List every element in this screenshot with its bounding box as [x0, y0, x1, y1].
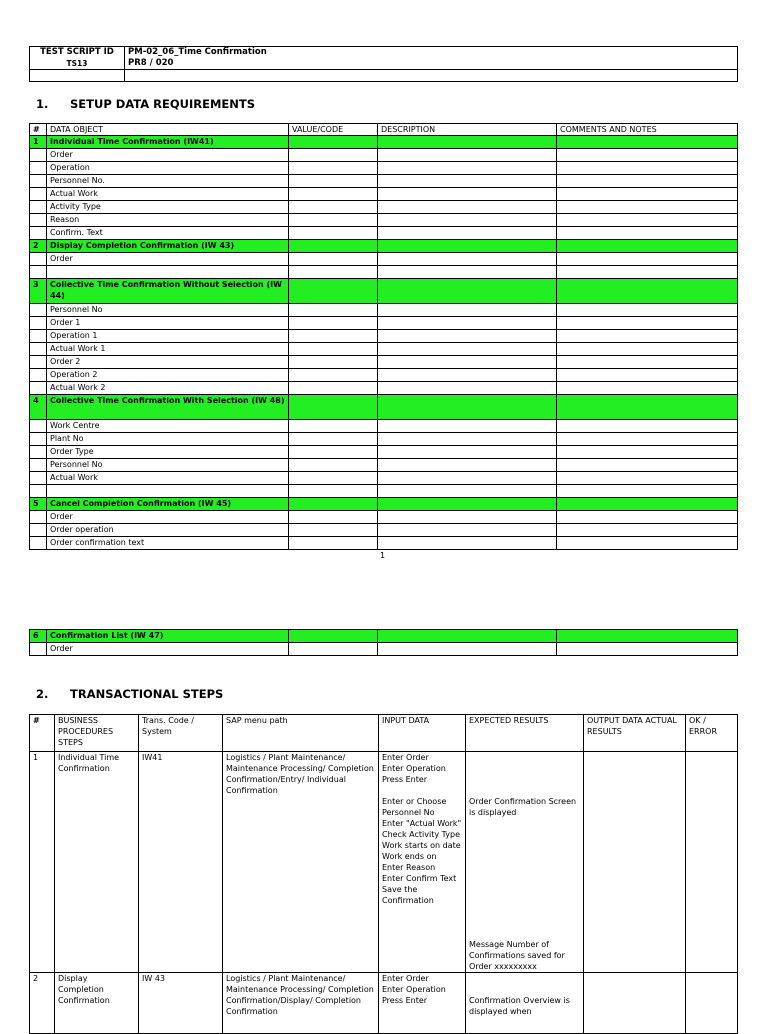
setup-row-empty-cell: [378, 356, 557, 369]
setup-row-number: [30, 485, 47, 498]
setup-row-empty-cell: [289, 524, 378, 537]
setup-row-number: [30, 433, 47, 446]
setup-row-empty-cell: [289, 395, 378, 420]
col-header-data-object: DATA OBJECT: [47, 124, 289, 136]
setup-row-label: Actual Work 1: [47, 343, 289, 356]
setup-row-empty-cell: [289, 317, 378, 330]
setup-group-row: [30, 279, 738, 304]
setup-row-empty-cell: [289, 459, 378, 472]
setup-item-row: [30, 433, 738, 446]
setup-item-row: [30, 343, 738, 356]
setup-row-empty-cell: [289, 511, 378, 524]
setup-table-header: [30, 124, 738, 136]
transactional-steps-table: [29, 714, 738, 1034]
setup-row-empty-cell: [378, 524, 557, 537]
setup-item-row: [30, 253, 738, 266]
setup-row-number: [30, 266, 47, 279]
setup-row-label: Order Type: [47, 446, 289, 459]
section-1-number: 1.: [36, 97, 49, 111]
setup-row-empty-cell: [289, 537, 378, 550]
setup-row-empty-cell: [557, 279, 738, 304]
setup-row-empty-cell: [378, 395, 557, 420]
setup-row-label: Actual Work: [47, 472, 289, 485]
setup-row-number: 3: [30, 279, 47, 304]
setup-row-empty-cell: [557, 498, 738, 511]
setup-row-empty-cell: [557, 188, 738, 201]
setup-row-number: [30, 382, 47, 395]
setup-row-empty-cell: [378, 227, 557, 240]
setup-row-number: [30, 149, 47, 162]
setup-row-empty-cell: [378, 214, 557, 227]
setup-row-empty-cell: [378, 330, 557, 343]
test-script-title: PM-02_06_Time Confirmation: [128, 47, 267, 57]
setup-row-number: [30, 227, 47, 240]
step-input-cell: Enter Order Enter Operation Press Enter Enter or Choose Personnel No Enter "Actual Work" Check Activity Type Work starts on date Work ends on Enter Reason Enter Confirm Text Save the Confirmation: [379, 752, 466, 973]
setup-item-row: [30, 188, 738, 201]
setup-item-row: [30, 330, 738, 343]
setup-row-label: Collective Time Confirmation Without Selection (IW 44): [47, 279, 289, 304]
setup-row-empty-cell: [289, 214, 378, 227]
setup-row-number: [30, 369, 47, 382]
setup-row-empty-cell: [557, 330, 738, 343]
setup-row-number: [30, 304, 47, 317]
setup-row-empty-cell: [557, 253, 738, 266]
setup-row-label: Operation 2: [47, 369, 289, 382]
setup-row-empty-cell: [557, 317, 738, 330]
setup-row-empty-cell: [378, 459, 557, 472]
setup-row-number: [30, 459, 47, 472]
setup-row-empty-cell: [289, 240, 378, 253]
test-script-subtitle: PR8 / 020: [128, 58, 174, 68]
setup-row-empty-cell: [378, 485, 557, 498]
setup-row-number: [30, 162, 47, 175]
setup-row-number: 5: [30, 498, 47, 511]
setup-item-row: [30, 214, 738, 227]
setup-row-label: Personnel No.: [47, 175, 289, 188]
setup-item-row: [30, 485, 738, 498]
setup-row-empty-cell: [289, 253, 378, 266]
setup-item-row: [30, 304, 738, 317]
setup-row-empty-cell: [289, 446, 378, 459]
setup-row-empty-cell: [378, 266, 557, 279]
setup-row-empty-cell: [378, 136, 557, 149]
setup-row-empty-cell: [378, 149, 557, 162]
setup-row-empty-cell: [289, 420, 378, 433]
setup-row-number: [30, 317, 47, 330]
setup-row-number: [30, 330, 47, 343]
setup-row-empty-cell: [289, 175, 378, 188]
section-1-heading: [36, 97, 255, 111]
setup-item-row: [30, 420, 738, 433]
setup-row-label: Order confirmation text: [47, 537, 289, 550]
setup-row-empty-cell: [289, 630, 378, 643]
setup-row-number: [30, 214, 47, 227]
setup-row-empty-cell: [289, 279, 378, 304]
setup-item-row: [30, 524, 738, 537]
setup-row-empty-cell: [557, 459, 738, 472]
header-title-cell: [125, 47, 738, 70]
setup-row-label: Order 1: [47, 317, 289, 330]
setup-row-empty-cell: [557, 630, 738, 643]
setup-row-number: [30, 253, 47, 266]
setup-row-empty-cell: [378, 472, 557, 485]
setup-row-label: Reason: [47, 214, 289, 227]
setup-row-empty-cell: [378, 317, 557, 330]
setup-row-empty-cell: [557, 369, 738, 382]
section-2-title: TRANSACTIONAL STEPS: [70, 687, 224, 701]
setup-row-empty-cell: [557, 537, 738, 550]
setup-row-label: Personnel No: [47, 459, 289, 472]
setup-row-empty-cell: [289, 433, 378, 446]
setup-row-empty-cell: [557, 162, 738, 175]
setup-row-empty-cell: [378, 382, 557, 395]
setup-item-row: [30, 511, 738, 524]
setup-row-empty-cell: [557, 201, 738, 214]
step-code-cell: IW41: [139, 752, 223, 973]
setup-row-empty-cell: [557, 395, 738, 420]
steps-col-expected-results: EXPECTED RESULTS: [466, 715, 584, 752]
setup-row-empty-cell: [289, 201, 378, 214]
setup-item-row: [30, 201, 738, 214]
section-2-number: 2.: [36, 687, 49, 701]
setup-row-empty-cell: [289, 149, 378, 162]
test-script-id-label: TEST SCRIPT ID: [40, 47, 114, 57]
step-expected-cell: Confirmation Overview is displayed when: [466, 973, 584, 1034]
setup-row-empty-cell: [557, 420, 738, 433]
steps-col-num: #: [30, 715, 55, 752]
setup-row-number: [30, 446, 47, 459]
col-header-value-code: VALUE/CODE: [289, 124, 378, 136]
setup-row-empty-cell: [289, 485, 378, 498]
page-number: 1: [380, 551, 386, 560]
step-path-cell: Logistics / Plant Maintenance/ Maintenance Processing/ Completion Confirmation/Entry/ Individual Confirmation: [223, 752, 379, 973]
setup-row-empty-cell: [378, 343, 557, 356]
setup-row-label: Order 2: [47, 356, 289, 369]
step-step-cell: Individual Time Confirmation: [55, 752, 139, 973]
setup-row-empty-cell: [378, 643, 557, 656]
setup-row-label: Order operation: [47, 524, 289, 537]
setup-row-label: Individual Time Confirmation (IW41): [47, 136, 289, 149]
setup-row-empty-cell: [557, 304, 738, 317]
setup-item-row: [30, 266, 738, 279]
steps-col-menu-path: SAP menu path: [223, 715, 379, 752]
setup-item-row: [30, 356, 738, 369]
setup-row-number: [30, 524, 47, 537]
setup-row-number: [30, 511, 47, 524]
setup-row-empty-cell: [557, 175, 738, 188]
setup-item-row: [30, 149, 738, 162]
setup-row-empty-cell: [378, 511, 557, 524]
setup-row-empty-cell: [378, 630, 557, 643]
setup-row-empty-cell: [289, 369, 378, 382]
setup-row-label: Collective Time Confirmation With Selection (IW 48): [47, 395, 289, 420]
setup-row-label: Plant No: [47, 433, 289, 446]
setup-row-label: [47, 266, 289, 279]
setup-row-empty-cell: [557, 214, 738, 227]
setup-row-label: Order: [47, 643, 289, 656]
setup-row-label: Personnel No: [47, 304, 289, 317]
test-script-header: [29, 46, 738, 82]
setup-row-empty-cell: [378, 188, 557, 201]
setup-group-row: [30, 395, 738, 420]
setup-row-number: 2: [30, 240, 47, 253]
setup-row-empty-cell: [557, 446, 738, 459]
step-num-cell: 1: [30, 752, 55, 973]
setup-row-empty-cell: [289, 643, 378, 656]
setup-row-label: Confirmation List (IW 47): [47, 630, 289, 643]
setup-row-empty-cell: [378, 433, 557, 446]
setup-item-row: [30, 382, 738, 395]
setup-row-empty-cell: [557, 149, 738, 162]
setup-row-empty-cell: [557, 472, 738, 485]
setup-row-number: [30, 420, 47, 433]
setup-row-label: Display Completion Confirmation (IW 43): [47, 240, 289, 253]
setup-row-empty-cell: [557, 643, 738, 656]
setup-row-empty-cell: [289, 498, 378, 511]
step-empty-cell: [686, 752, 738, 973]
setup-item-row: [30, 472, 738, 485]
setup-row-empty-cell: [378, 369, 557, 382]
setup-row-empty-cell: [289, 188, 378, 201]
setup-item-row: [30, 643, 738, 656]
setup-row-label: Order: [47, 149, 289, 162]
step-expected-cell: Order Confirmation Screen is displayed Message Number of Confirmations saved for Order xxxxxxxxx: [466, 752, 584, 973]
col-header-description: DESCRIPTION: [378, 124, 557, 136]
steps-col-output-data: OUTPUT DATA ACTUAL RESULTS: [584, 715, 686, 752]
steps-col-input-data: INPUT DATA: [379, 715, 466, 752]
step-empty-cell: [584, 973, 686, 1034]
setup-row-empty-cell: [289, 356, 378, 369]
setup-row-number: [30, 175, 47, 188]
setup-item-row: [30, 227, 738, 240]
setup-row-empty-cell: [378, 240, 557, 253]
setup-item-row: [30, 175, 738, 188]
steps-col-trans-code: Trans. Code / System: [139, 715, 223, 752]
setup-row-empty-cell: [289, 227, 378, 240]
setup-row-empty-cell: [557, 433, 738, 446]
setup-row-label: Work Centre: [47, 420, 289, 433]
setup-row-empty-cell: [557, 240, 738, 253]
setup-row-empty-cell: [557, 343, 738, 356]
setup-row-label: Confirm. Text: [47, 227, 289, 240]
setup-row-empty-cell: [378, 446, 557, 459]
setup-row-number: [30, 343, 47, 356]
step-input-cell: Enter Order Enter Operation Press Enter: [379, 973, 466, 1034]
setup-row-number: 6: [30, 630, 47, 643]
setup-row-label: Operation: [47, 162, 289, 175]
setup-row-empty-cell: [289, 136, 378, 149]
setup-row-empty-cell: [557, 524, 738, 537]
setup-row-label: Operation 1: [47, 330, 289, 343]
step-row: [30, 752, 738, 973]
steps-col-business-steps: BUSINESS PROCEDURES STEPS: [55, 715, 139, 752]
step-empty-cell: [686, 973, 738, 1034]
setup-item-row: [30, 162, 738, 175]
setup-row-number: [30, 472, 47, 485]
setup-row-number: 4: [30, 395, 47, 420]
setup-row-empty-cell: [378, 201, 557, 214]
setup-row-number: [30, 188, 47, 201]
step-step-cell: Display Completion Confirmation: [55, 973, 139, 1034]
setup-group-row: [30, 498, 738, 511]
setup-row-empty-cell: [289, 266, 378, 279]
setup-row-label: Cancel Completion Confirmation (IW 45): [47, 498, 289, 511]
step-num-cell: 2: [30, 973, 55, 1034]
setup-row-empty-cell: [378, 253, 557, 266]
setup-row-empty-cell: [289, 304, 378, 317]
setup-row-empty-cell: [557, 356, 738, 369]
setup-row-label: Activity Type: [47, 201, 289, 214]
test-script-id-value: TS13: [66, 59, 88, 68]
setup-row-empty-cell: [289, 382, 378, 395]
setup-item-row: [30, 369, 738, 382]
setup-row-number: [30, 643, 47, 656]
setup-row-number: [30, 537, 47, 550]
setup-row-empty-cell: [378, 420, 557, 433]
step-code-cell: IW 43: [139, 973, 223, 1034]
setup-row-empty-cell: [557, 266, 738, 279]
setup-row-empty-cell: [557, 485, 738, 498]
steps-table-header: [30, 715, 738, 752]
setup-row-label: [47, 485, 289, 498]
setup-row-label: Order: [47, 253, 289, 266]
setup-item-row: [30, 446, 738, 459]
col-header-comments: COMMENTS AND NOTES: [557, 124, 738, 136]
setup-row-label: Order: [47, 511, 289, 524]
setup-row-empty-cell: [289, 343, 378, 356]
setup-data-table: [29, 123, 738, 550]
setup-row-empty-cell: [378, 279, 557, 304]
col-header-num: #: [30, 124, 47, 136]
setup-row-empty-cell: [289, 162, 378, 175]
setup-row-empty-cell: [557, 136, 738, 149]
setup-row-number: [30, 201, 47, 214]
setup-row-empty-cell: [378, 162, 557, 175]
steps-col-ok-error: OK / ERROR: [686, 715, 738, 752]
step-empty-cell: [584, 752, 686, 973]
header-label-cell: [30, 47, 125, 70]
setup-row-empty-cell: [378, 175, 557, 188]
setup-data-table-continued: [29, 629, 738, 656]
setup-row-empty-cell: [557, 511, 738, 524]
setup-group-row: [30, 136, 738, 149]
step-row: [30, 973, 738, 1034]
setup-group-row: [30, 240, 738, 253]
setup-row-number: [30, 356, 47, 369]
setup-item-row: [30, 537, 738, 550]
setup-row-number: 1: [30, 136, 47, 149]
step-path-cell: Logistics / Plant Maintenance/ Maintenance Processing/ Completion Confirmation/Display/ Completion Confirmation: [223, 973, 379, 1034]
section-2-heading: [36, 687, 223, 701]
section-1-title: SETUP DATA REQUIREMENTS: [70, 97, 256, 111]
setup-row-label: Actual Work: [47, 188, 289, 201]
setup-row-empty-cell: [557, 382, 738, 395]
setup-item-row: [30, 459, 738, 472]
setup-group-row: [30, 630, 738, 643]
setup-row-empty-cell: [557, 227, 738, 240]
setup-row-empty-cell: [378, 498, 557, 511]
setup-row-empty-cell: [289, 472, 378, 485]
setup-row-empty-cell: [378, 537, 557, 550]
setup-row-empty-cell: [289, 330, 378, 343]
setup-row-label: Actual Work 2: [47, 382, 289, 395]
setup-row-empty-cell: [378, 304, 557, 317]
setup-item-row: [30, 317, 738, 330]
